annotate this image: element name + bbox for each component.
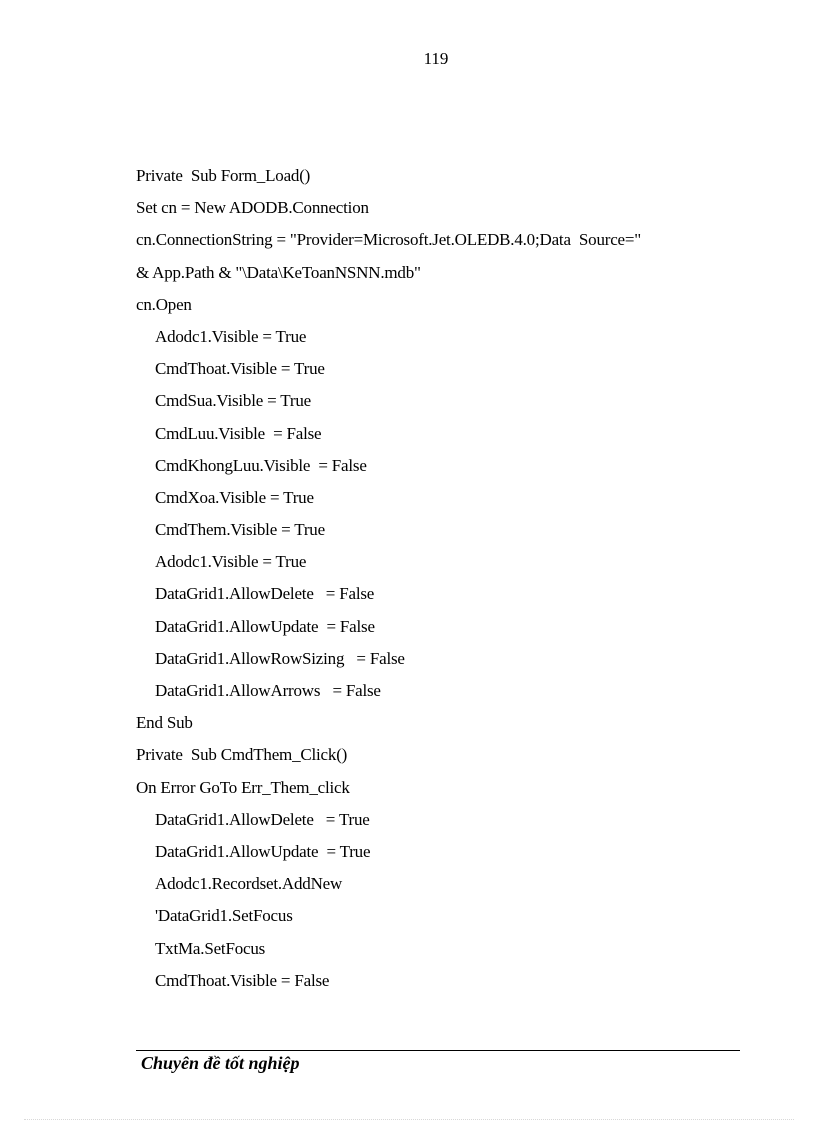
code-line: CmdThoat.Visible = False bbox=[155, 970, 330, 990]
code-line: TxtMa.SetFocus bbox=[155, 938, 266, 958]
code-line: cn.Open bbox=[136, 294, 192, 314]
code-line: CmdLuu.Visible = False bbox=[155, 423, 322, 443]
footer-divider bbox=[136, 1050, 740, 1051]
code-line: Private Sub CmdThem_Click() bbox=[136, 745, 348, 765]
code-line: Adodc1.Recordset.AddNew bbox=[155, 874, 343, 894]
code-line: CmdThem.Visible = True bbox=[155, 520, 325, 540]
code-line: CmdThoat.Visible = True bbox=[155, 359, 325, 379]
code-line: Set cn = New ADODB.Connection bbox=[136, 198, 369, 218]
code-line: Private Sub Form_Load() bbox=[136, 166, 311, 185]
code-line: Adodc1.Visible = True bbox=[155, 326, 307, 346]
code-line: End Sub bbox=[136, 713, 193, 733]
code-line: cn.ConnectionString = "Provider=Microsoft.Jet.OLEDB.4.0;Data Source=" bbox=[136, 230, 642, 250]
code-line: DataGrid1.AllowDelete = False bbox=[155, 584, 375, 604]
code-line: & App.Path & "\Data\KeToanNSNN.mdb" bbox=[136, 262, 421, 282]
page-number: 119 bbox=[423, 49, 449, 68]
page-bottom-edge bbox=[24, 1119, 794, 1120]
code-line: DataGrid1.AllowUpdate = True bbox=[155, 841, 371, 861]
code-line: DataGrid1.AllowDelete = True bbox=[155, 809, 370, 829]
code-line: Adodc1.Visible = True bbox=[155, 552, 307, 572]
code-line: CmdXoa.Visible = True bbox=[155, 487, 314, 507]
code-line: 'DataGrid1.SetFocus bbox=[155, 906, 293, 926]
code-line: DataGrid1.AllowRowSizing = False bbox=[155, 648, 405, 668]
code-line: On Error GoTo Err_Them_click bbox=[136, 777, 350, 797]
code-listing bbox=[136, 164, 776, 1001]
code-line: CmdKhongLuu.Visible = False bbox=[155, 455, 367, 475]
code-line: DataGrid1.AllowArrows = False bbox=[155, 681, 381, 700]
code-line: CmdSua.Visible = True bbox=[155, 391, 311, 411]
code-line: DataGrid1.AllowUpdate = False bbox=[155, 616, 375, 636]
footer-title: Chuyên đề tốt nghiệp bbox=[141, 1053, 300, 1073]
